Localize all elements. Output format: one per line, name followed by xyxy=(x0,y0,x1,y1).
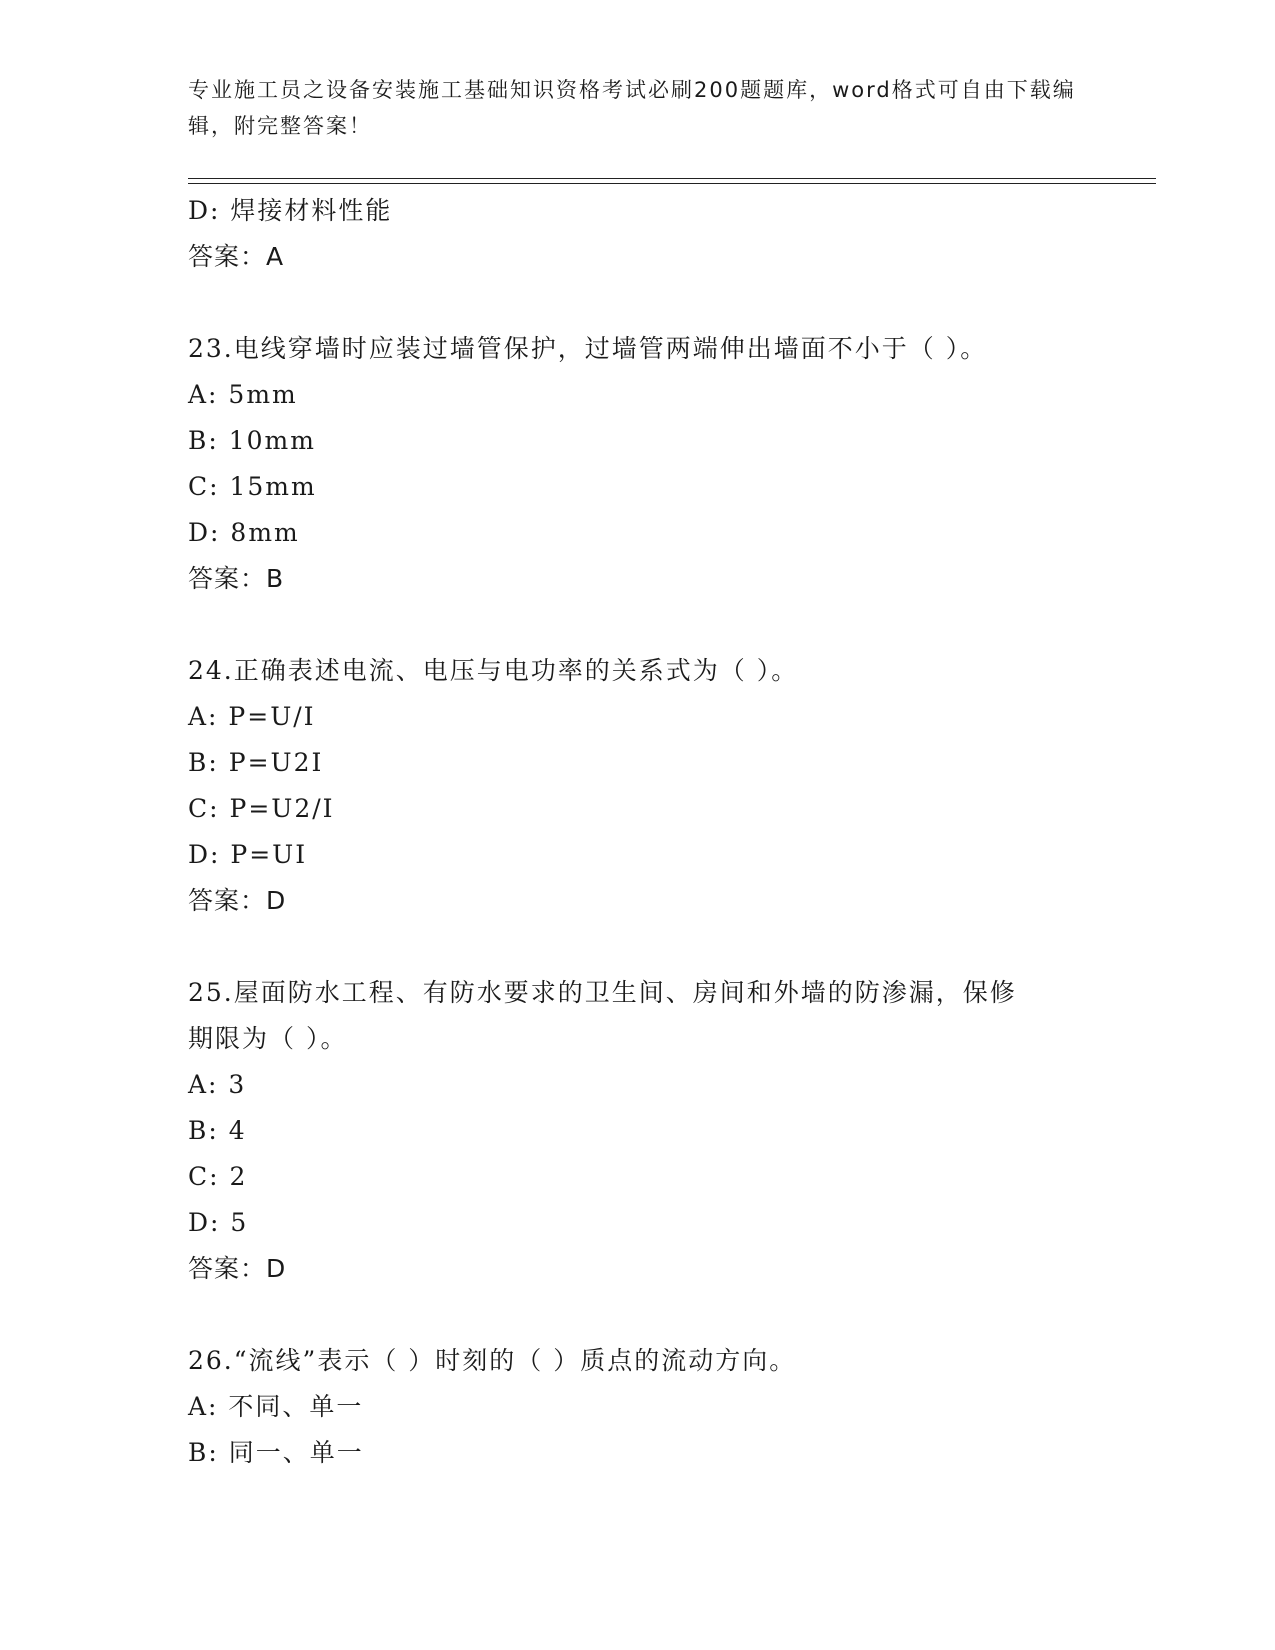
q26-option-b: B: 同一、单一 xyxy=(188,1438,364,1467)
q25-option-a: A: 3 xyxy=(188,1070,247,1099)
q23-option-b: B: 10mm xyxy=(188,426,316,455)
q25-option-c: C: 2 xyxy=(188,1162,248,1191)
q25-answer: 答案：D xyxy=(188,1254,287,1283)
q24-option-c: C: P=U2/I xyxy=(188,794,335,823)
q23-option-c: C: 15mm xyxy=(188,472,317,501)
q23-option-a: A: 5mm xyxy=(188,380,298,409)
q23-option-d: D: 8mm xyxy=(188,518,300,547)
q24-answer: 答案：D xyxy=(188,886,287,915)
q25-stem-line1: 25.屋面防水工程、有防水要求的卫生间、房间和外墙的防渗漏，保修 xyxy=(188,978,1017,1007)
q24-option-a: A: P=U/I xyxy=(188,702,316,731)
q23-answer: 答案：B xyxy=(188,564,285,593)
q23-stem: 23.电线穿墙时应装过墙管保护，过墙管两端伸出墙面不小于（ ）。 xyxy=(188,334,988,363)
questions-content xyxy=(188,188,1148,1476)
q25-option-d: D: 5 xyxy=(188,1208,249,1237)
q24-stem: 24.正确表述电流、电压与电功率的关系式为（ ）。 xyxy=(188,656,799,685)
q25-option-b: B: 4 xyxy=(188,1116,247,1145)
q22-answer: 答案：A xyxy=(188,242,285,271)
q26-stem: 26.“流线”表示（ ）时刻的（ ）质点的流动方向。 xyxy=(188,1346,797,1375)
header-divider-bottom xyxy=(188,183,1156,184)
q22-option-d: D: 焊接材料性能 xyxy=(188,196,393,225)
header-divider-top xyxy=(188,178,1156,179)
q26-option-a: A: 不同、单一 xyxy=(188,1392,364,1421)
q24-option-d: D: P=UI xyxy=(188,840,308,869)
q24-option-b: B: P=U2I xyxy=(188,748,324,777)
q25-stem-line2: 期限为（ ）。 xyxy=(188,1024,348,1053)
document-header-title: 专业施工员之设备安装施工基础知识资格考试必刷200题题库，word格式可自由下载编辑，附完整答案！ xyxy=(188,78,1076,138)
